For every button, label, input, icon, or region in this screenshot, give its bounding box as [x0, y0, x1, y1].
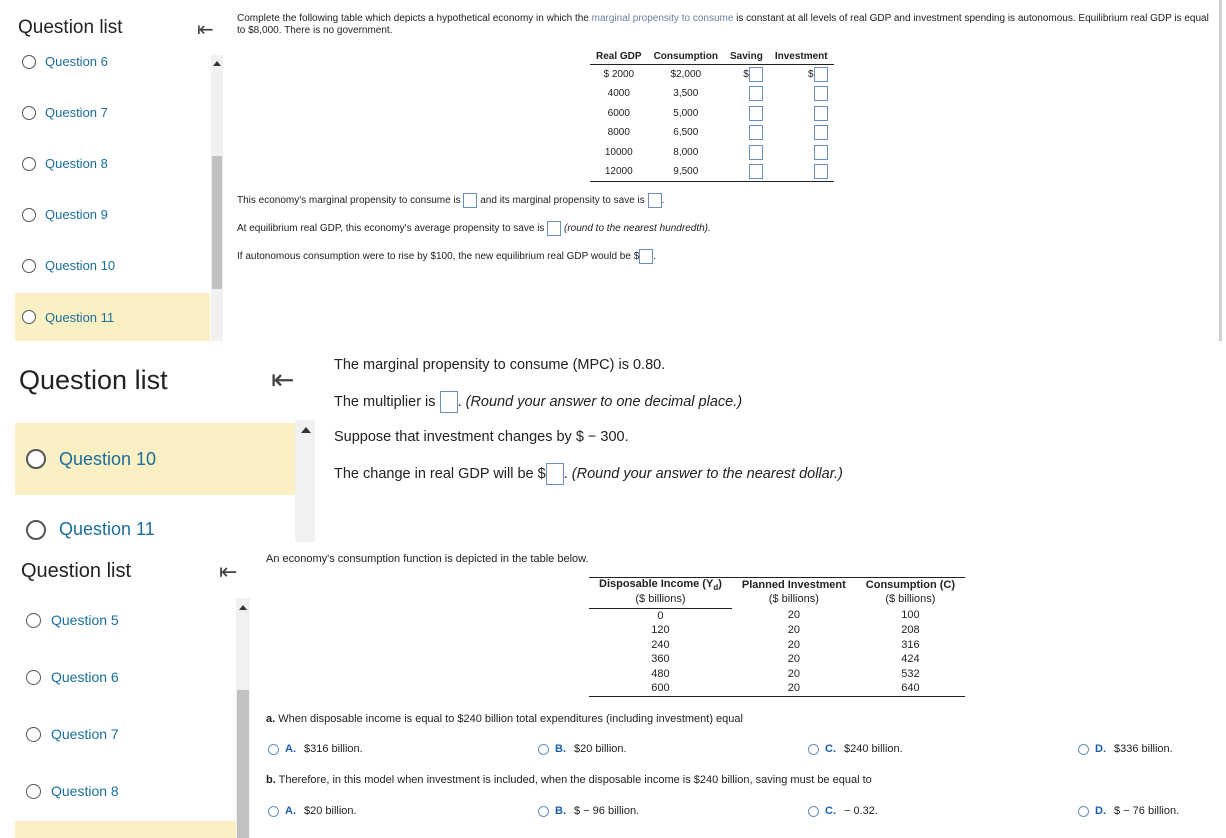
option-letter: D. — [1095, 805, 1106, 817]
question-b-label: b. — [266, 774, 276, 786]
table-row — [589, 667, 965, 682]
page-scrollbar[interactable] — [1219, 0, 1222, 341]
col-header: Saving — [724, 49, 769, 65]
question-a-label: a. — [266, 713, 276, 725]
consumption-cell: 640 — [856, 681, 965, 696]
option-letter: A. — [285, 805, 296, 817]
scroll-up-icon[interactable] — [213, 61, 221, 66]
intro-highlight-link[interactable]: marginal propensity to consume — [591, 13, 734, 24]
question-b-option-a[interactable] — [268, 805, 357, 817]
real-gdp-cell: 8000 — [607, 127, 630, 139]
sidebar-item-question-11[interactable] — [15, 293, 210, 341]
question-text: The multiplier is — [334, 393, 440, 410]
sidebar-scrollbar[interactable] — [295, 420, 315, 542]
sidebar-item-question-7[interactable] — [22, 105, 108, 120]
radio-icon[interactable] — [808, 806, 819, 817]
radio-icon — [22, 259, 36, 273]
gdp-change-question — [334, 463, 843, 485]
table-row — [590, 123, 834, 143]
sidebar-item-label: Question 10 — [45, 258, 116, 273]
investment-answer-input[interactable] — [814, 145, 828, 160]
multiplier-answer-input[interactable] — [440, 391, 458, 413]
option-letter: B. — [555, 805, 566, 817]
sidebar-item-question-8[interactable] — [26, 783, 119, 799]
col-header: Consumption — [648, 49, 724, 65]
unit-label: ($ billions) — [885, 593, 936, 606]
question-text: The change in real GDP will be $ — [334, 465, 546, 482]
col-header-consumption: Consumption (C) — [856, 578, 965, 593]
aps-question — [237, 221, 711, 236]
collapse-sidebar-icon[interactable]: ⇤ — [197, 19, 214, 41]
question-a-option-a[interactable] — [268, 743, 363, 755]
saving-answer-input[interactable] — [749, 145, 763, 160]
sidebar-scrollbar[interactable] — [236, 598, 250, 838]
option-letter: C. — [825, 743, 836, 755]
table-row — [590, 143, 834, 163]
table-row — [590, 65, 834, 85]
saving-answer-input[interactable] — [749, 164, 763, 179]
radio-icon — [26, 613, 41, 628]
hint-text: (round to the nearest hundredth). — [564, 223, 711, 235]
header-text: ) — [718, 578, 722, 590]
saving-cell — [724, 65, 769, 85]
radio-icon — [26, 520, 46, 540]
question-a-text: When disposable income is equal to $240 billion total expenditures (including investment) equal — [275, 713, 743, 725]
col-header-disposable-income — [589, 578, 732, 593]
consumption-cell: 3,500 — [673, 88, 699, 100]
investment-answer-input[interactable] — [814, 67, 828, 82]
sidebar-item-label: Question 8 — [45, 156, 108, 171]
collapse-sidebar-icon[interactable]: ⇤ — [271, 364, 295, 395]
sidebar-item-question-9[interactable] — [22, 207, 108, 222]
mpc-question — [237, 193, 664, 208]
saving-cell — [724, 84, 769, 104]
sidebar-item-label: Question 8 — [51, 783, 119, 799]
mpc-statement: The marginal propensity to consume (MPC) is 0.80. — [334, 357, 666, 373]
option-text: $336 billion. — [1114, 743, 1173, 755]
consumption-cell: 100 — [901, 609, 920, 622]
table-row — [589, 681, 965, 696]
sidebar-item-label: Question 10 — [59, 448, 157, 469]
real-gdp-cell: 6000 — [607, 107, 630, 119]
consumption-table — [589, 577, 965, 697]
option-letter: A. — [285, 743, 296, 755]
sidebar-item-question-10[interactable] — [22, 258, 115, 273]
consumption-cell: 532 — [901, 667, 920, 680]
disposable-income-cell: 600 — [589, 681, 732, 696]
scroll-up-icon[interactable] — [239, 605, 247, 610]
disposable-income-cell: 240 — [651, 638, 670, 651]
investment-cell — [769, 84, 834, 104]
investment-cell — [769, 143, 834, 163]
question-text: . — [653, 251, 657, 263]
radio-icon — [22, 310, 36, 324]
option-text: − 0.32. — [844, 805, 878, 817]
question-list-title: Question list — [21, 560, 132, 582]
question-intro: An economy's consumption function is depicted in the table below. — [266, 553, 589, 565]
sidebar-item-label: Question 7 — [45, 105, 108, 120]
investment-cell — [769, 65, 834, 85]
question-text: . — [661, 195, 665, 207]
consumption-cell: 9,500 — [648, 162, 724, 182]
radio-icon — [26, 784, 41, 799]
question-text: If autonomous consumption were to rise by $100, the new equilibrium real GDP would be $ — [237, 251, 640, 263]
option-letter: C. — [825, 805, 836, 817]
consumption-cell: 6,500 — [673, 127, 699, 139]
planned-investment-cell: 20 — [732, 681, 856, 696]
sidebar-scrollbar[interactable] — [211, 55, 223, 341]
col-header: Real GDP — [590, 49, 648, 65]
question-text: and its marginal propensity to save is — [480, 195, 648, 207]
consumption-cell: 208 — [901, 624, 920, 637]
table-row — [590, 104, 834, 124]
hint-text: (Round your answer to one decimal place.) — [465, 393, 743, 410]
saving-answer-input[interactable] — [749, 67, 763, 82]
question-b — [266, 774, 872, 786]
saving-cell — [724, 123, 769, 143]
investment-answer-input[interactable] — [814, 106, 828, 121]
scroll-up-icon[interactable] — [301, 427, 311, 433]
disposable-income-cell: 120 — [651, 624, 670, 637]
investment-cell — [769, 162, 834, 182]
radio-icon[interactable] — [538, 806, 549, 817]
saving-answer-input[interactable] — [749, 125, 763, 140]
investment-cell — [769, 123, 834, 143]
question-b-text: Therefore, in this model when investment is included, when the disposable income is $240 billion, saving must be equal to — [275, 774, 872, 786]
consumption-cell: 8,000 — [673, 146, 699, 158]
consumption-cell: $2,000 — [670, 69, 702, 80]
sidebar-item-question-10[interactable] — [15, 423, 295, 495]
question-a — [266, 713, 743, 725]
new-gdp-answer-input[interactable] — [639, 249, 653, 264]
radio-icon — [22, 106, 36, 120]
sidebar-item-label: Question 5 — [51, 612, 119, 628]
radio-icon[interactable] — [808, 744, 819, 755]
sidebar-item-question-7[interactable] — [26, 726, 119, 742]
sidebar-item-label: Question 9 — [45, 207, 108, 222]
disposable-income-cell: 0 — [657, 609, 664, 622]
option-text: $20 billion. — [574, 743, 627, 755]
radio-icon — [22, 55, 36, 69]
investment-change-statement: Suppose that investment changes by $ − 300. — [334, 429, 629, 445]
option-text: $20 billion. — [304, 805, 357, 817]
radio-icon[interactable] — [268, 806, 279, 817]
col-header: Investment — [769, 49, 834, 65]
question-b-option-b[interactable] — [538, 805, 639, 817]
saving-answer-input[interactable] — [749, 86, 763, 101]
planned-investment-cell: 20 — [787, 624, 800, 637]
radio-icon — [26, 727, 41, 742]
radio-icon[interactable] — [268, 744, 279, 755]
saving-cell — [724, 104, 769, 124]
gdp-table-body — [590, 65, 834, 182]
investment-answer-input[interactable] — [814, 164, 828, 179]
consumption-cell: 424 — [901, 653, 920, 666]
question-a-option-c[interactable] — [808, 743, 903, 755]
disposable-income-cell: 480 — [651, 667, 670, 680]
question-b-option-c[interactable] — [808, 805, 878, 817]
real-gdp-cell: $ 2000 — [603, 69, 635, 80]
sidebar-item-label: Question 7 — [51, 726, 119, 742]
currency-prefix: $ — [743, 69, 749, 81]
radio-icon[interactable] — [1078, 744, 1089, 755]
sidebar-item-question-6[interactable] — [22, 54, 108, 69]
option-text: $240 billion. — [844, 743, 903, 755]
saving-cell — [724, 143, 769, 163]
sidebar-item-label: Question 6 — [45, 54, 108, 69]
radio-icon[interactable] — [538, 744, 549, 755]
intro-text: is constant at all levels of real GDP and investment spending is autonomous. Equilibrium real GDP is equal to $8,000. There is no government. — [237, 13, 1209, 36]
question-b-option-d[interactable] — [1078, 805, 1179, 817]
question-text: . — [457, 393, 462, 410]
consumption-cell: 5,000 — [673, 107, 699, 119]
question-a-option-d[interactable] — [1078, 743, 1173, 755]
radio-icon[interactable] — [1078, 806, 1089, 817]
radio-icon — [26, 670, 41, 685]
question-text: This economy's marginal propensity to consume is — [237, 195, 464, 207]
table-row — [590, 162, 834, 182]
table-row — [589, 623, 965, 638]
screenshot-panel-1 — [0, 0, 1226, 341]
radio-icon — [22, 208, 36, 222]
real-gdp-cell: 4000 — [607, 88, 630, 100]
radio-icon — [22, 157, 36, 171]
option-letter: D. — [1095, 743, 1106, 755]
screenshot-panel-3 — [0, 542, 1226, 838]
hint-text: (Round your answer to the nearest dollar.) — [571, 465, 843, 482]
question-intro — [237, 13, 1212, 37]
sidebar-item-label: Question 11 — [45, 309, 115, 325]
investment-cell — [769, 104, 834, 124]
question-list-title: Question list — [19, 365, 168, 395]
gdp-table — [590, 49, 834, 182]
header-text: Disposable Income (Y — [599, 578, 714, 590]
planned-investment-cell: 20 — [787, 638, 800, 651]
sidebar-item-question-5[interactable] — [26, 612, 119, 628]
unit-label: ($ billions) — [589, 592, 732, 608]
header-subscript: d — [713, 583, 719, 593]
sidebar-item-label: Question 6 — [51, 669, 119, 685]
question-a-option-b[interactable] — [538, 743, 627, 755]
disposable-income-cell: 360 — [651, 653, 670, 666]
question-text: At equilibrium real GDP, this economy's average propensity to save is — [237, 223, 548, 235]
table-row — [589, 652, 965, 667]
question-text: . — [563, 465, 568, 482]
planned-investment-cell: 20 — [787, 653, 800, 666]
table-row — [589, 608, 965, 623]
option-letter: B. — [555, 743, 566, 755]
sidebar-item-question-11[interactable] — [26, 519, 155, 540]
investment-answer-input[interactable] — [814, 125, 828, 140]
sidebar-item-question-6[interactable] — [26, 669, 119, 685]
unit-label: ($ billions) — [768, 593, 819, 606]
aps-answer-input[interactable] — [547, 221, 561, 236]
radio-icon — [26, 449, 46, 469]
sidebar-item-question-8[interactable] — [22, 156, 108, 171]
mpc-answer-input[interactable] — [463, 193, 477, 208]
option-text: $316 billion. — [304, 743, 363, 755]
collapse-sidebar-icon[interactable]: ⇤ — [219, 559, 238, 584]
question-list-title: Question list — [18, 17, 123, 38]
option-text: $ − 76 billion. — [1114, 805, 1180, 817]
real-gdp-cell: 10000 — [604, 146, 633, 158]
multiplier-question — [334, 391, 742, 413]
new-gdp-question — [237, 249, 656, 264]
saving-answer-input[interactable] — [749, 106, 763, 121]
table-row — [589, 638, 965, 653]
option-text: $ − 96 billion. — [574, 805, 640, 817]
planned-investment-cell: 20 — [787, 609, 800, 622]
sidebar-item-label: Question 11 — [59, 519, 155, 539]
mps-answer-input[interactable] — [648, 193, 662, 208]
investment-answer-input[interactable] — [814, 86, 828, 101]
currency-prefix: $ — [808, 69, 814, 81]
col-header-planned-investment: Planned Investment — [732, 578, 856, 593]
saving-cell — [724, 162, 769, 182]
sidebar-item-selected[interactable] — [15, 821, 236, 838]
screenshot-panel-2 — [0, 341, 1226, 542]
scrollbar-thumb[interactable] — [212, 156, 222, 289]
intro-text: Complete the following table which depicts a hypothetical economy in which the — [237, 13, 592, 24]
consumption-table-body — [589, 608, 965, 696]
real-gdp-cell: 12000 — [590, 162, 648, 182]
gdp-change-answer-input[interactable] — [546, 463, 564, 485]
planned-investment-cell: 20 — [787, 667, 800, 680]
scrollbar-thumb[interactable] — [237, 690, 249, 838]
consumption-cell: 316 — [901, 638, 920, 651]
table-row — [590, 84, 834, 104]
